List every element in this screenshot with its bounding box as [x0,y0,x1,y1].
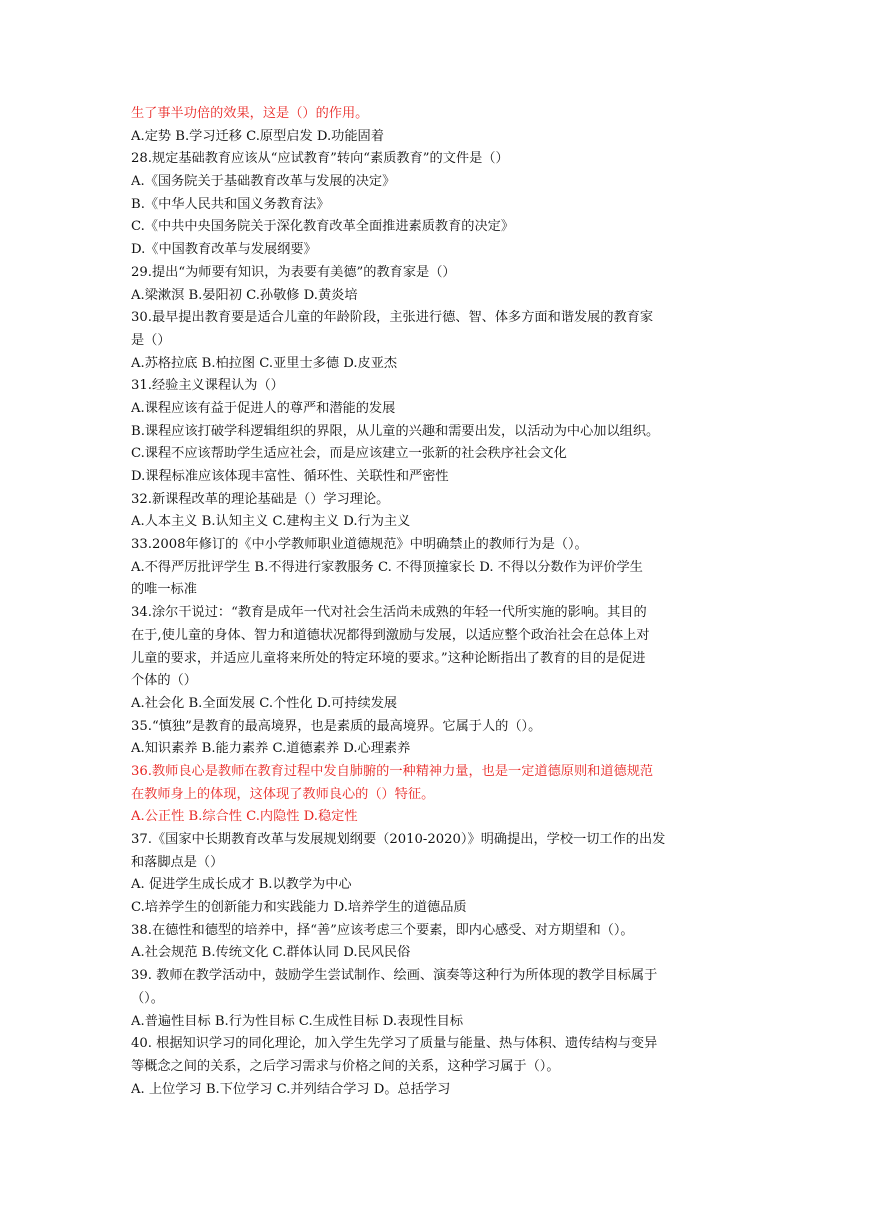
text-line: A.课程应该有益于促进人的尊严和潜能的发展 [131,400,396,416]
text-line: 在于,使儿童的身体、智力和道德状况都得到激励与发展，以适应整个政治社会在总体上对 [131,627,650,643]
text-line: A. 促进学生成长成才 B.以教学为中心 [131,877,352,893]
text-line: D.《中国教育改革与发展纲要》 [131,242,317,258]
highlighted-text-line: A.公正性 B.综合性 C.内隐性 D.稳定性 [131,809,358,825]
text-line: 个体的（） [131,673,197,689]
text-line: A.定势 B.学习迁移 C.原型启发 D.功能固着 [131,128,384,144]
highlighted-text-line: 生了事半功倍的效果，这是（）的作用。 [131,106,369,121]
text-line: A.《国务院关于基础教育改革与发展的决定》 [131,174,396,190]
text-line: 39. 教师在教学活动中，鼓励学生尝试制作、绘画、演奏等这种行为所体现的教学目标属于 [131,968,658,984]
text-line: A.梁漱溟 B.晏阳初 C.孙敬修 D.黄炎培 [131,287,358,303]
text-line: A.人本主义 B.认知主义 C.建构主义 D.行为主义 [131,514,411,530]
text-line: 是（） [131,332,171,348]
text-line: 31.经验主义课程认为（） [131,378,284,394]
text-line: C.培养学生的创新能力和实践能力 D.培养学生的道德品质 [131,900,467,916]
text-line: 等概念之间的关系，之后学习需求与价格之间的关系，这种学习属于（）。 [131,1058,560,1074]
text-line: C.《中共中央国务院关于深化教育改革全面推进素质教育的决定》 [131,219,515,235]
text-line: 儿童的要求，并适应儿童将来所处的特定环境的要求。”这种论断指出了教育的目的是促进 [131,650,646,666]
highlighted-text-line: 36.教师良心是教师在教育过程中发自肺腑的一种精神力量，也是一定道德原则和道德规范 [131,763,654,779]
text-line: 37.《国家中长期教育改革与发展规划纲要（2010-2020）》明确提出，学校一切工作的出发 [131,832,666,847]
text-line: 和落脚点是（） [131,854,224,870]
text-line: B.《中华人民共和国义务教育法》 [131,196,330,212]
text-line: A.知识素养 B.能力素养 C.道德素养 D.心理素养 [131,741,411,757]
text-line: 40. 根据知识学习的同化理论，加入学生先学习了质量与能量、热与体积、遗传结构与变异 [131,1036,658,1052]
text-line: 34.涂尔干说过：“教育是成年一代对社会生活尚未成熟的年轻一代所实施的影响。其目的 [131,605,647,621]
document-page [131,103,741,1101]
text-line: B.课程应该打破学科逻辑组织的界限，从儿童的兴趣和需要出发，以活动为中心加以组织。 [131,423,660,439]
text-line: 30.最早提出教育要是适合儿童的年龄阶段，主张进行德、智、体多方面和谐发展的教育家 [131,310,654,326]
text-line: A.苏格拉底 B.柏拉图 C.亚里士多德 D.皮亚杰 [131,355,398,371]
text-line: A.普遍性目标 B.行为性目标 C.生成性目标 D.表现性目标 [131,1013,464,1029]
text-line: A. 上位学习 B.下位学习 C.并列结合学习 D。总括学习 [131,1081,451,1097]
text-line: A.社会规范 B.传统文化 C.群体认同 D.民风民俗 [131,945,411,961]
text-line: C.课程不应该帮助学生适应社会，而是应该建立一张新的社会秩序社会文化 [131,446,567,462]
text-line: 35.“慎独”是教育的最高境界，也是素质的最高境界。它属于人的（）。 [131,718,542,734]
text-line: A.社会化 B.全面发展 C.个性化 D.可持续发展 [131,695,398,711]
text-line: （）。 [131,990,164,1006]
text-line: 32.新课程改革的理论基础是（）学习理论。 [131,491,390,507]
text-line: 33.2008年修订的《中小学教师职业道德规范》中明确禁止的教师行为是（）。 [131,537,588,553]
highlighted-text-line: 在教师身上的体现，这体现了教师良心的（）特征。 [131,786,435,802]
text-line: 38.在德性和德型的培养中，择“善”应该考虑三个要素，即内心感受、对方期望和（）。 [131,922,634,938]
text-line: 28.规定基础教育应该从“应试教育”转向“素质教育”的文件是（） [131,151,509,167]
text-line: D.课程标准应该体现丰富性、循环性、关联性和严密性 [131,469,449,484]
text-line: 的唯一标准 [131,582,197,598]
text-line: A.不得严厉批评学生 B.不得进行家教服务 C. 不得顶撞家长 D. 不得以分数作为评价学生 [131,559,643,575]
text-line: 29.提出“为师要有知识，为表要有美德”的教育家是（） [131,264,456,280]
